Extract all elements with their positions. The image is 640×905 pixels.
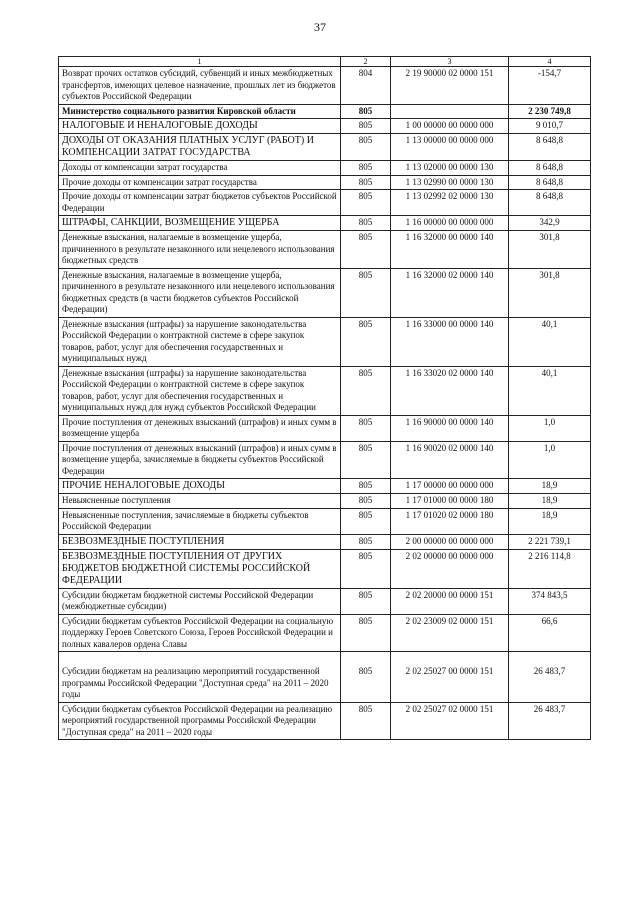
row-admin-code-cell: 805 xyxy=(341,494,391,509)
row-budget-code-cell: 1 16 00000 00 0000 000 xyxy=(391,216,509,231)
revenue-table-body xyxy=(59,57,591,740)
row-name-cell: Субсидии бюджетам на реализацию мероприятий государственной программы Российской Федерации "Доступная среда" на 2011 – 2020 годы xyxy=(59,652,341,703)
row-name-cell: Возврат прочих остатков субсидий, субвенций и иных межбюджетных трансфертов, имеющих целевое назначение, прошлых лет из бюджетов субъектов Российской Федерации xyxy=(59,67,341,105)
row-amount-cell: 40,1 xyxy=(509,317,591,366)
row-admin-code-cell: 805 xyxy=(341,652,391,703)
row-amount-cell: 2 216 114,8 xyxy=(509,549,591,588)
row-name-cell: БЕЗВОЗМЕЗДНЫЕ ПОСТУПЛЕНИЯ ОТ ДРУГИХ БЮДЖЕТОВ БЮДЖЕТНОЙ СИСТЕМЫ РОССИЙСКОЙ ФЕДЕРАЦИИ xyxy=(59,549,341,588)
row-name-cell: Субсидии бюджетам бюджетной системы Российской Федерации (межбюджетные субсидии) xyxy=(59,588,341,614)
row-amount-cell: 301,8 xyxy=(509,268,591,317)
row-amount-cell: 8 648,8 xyxy=(509,161,591,176)
row-name-cell: Субсидии бюджетам субъектов Российской Федерации на социальную поддержку Героев Советского Союза, Героев Российской Федерации и полных кавалеров ордена Славы xyxy=(59,614,341,652)
row-amount-cell: 9 010,7 xyxy=(509,119,591,134)
row-admin-code-cell: 805 xyxy=(341,415,391,441)
row-admin-code-cell: 805 xyxy=(341,479,391,494)
table-row xyxy=(59,175,591,190)
row-amount-cell: 18,9 xyxy=(509,508,591,534)
row-admin-code-cell: 805 xyxy=(341,614,391,652)
row-admin-code-cell: 805 xyxy=(341,508,391,534)
column-header-1: 1 xyxy=(59,57,341,67)
table-row xyxy=(59,702,591,740)
row-budget-code-cell: 1 13 02990 00 0000 130 xyxy=(391,175,509,190)
row-name-cell: Прочие поступления от денежных взысканий (штрафов) и иных сумм в возмещение ущерба, зачисляемые в бюджеты субъектов Российской Федерации xyxy=(59,441,341,479)
row-admin-code-cell: 805 xyxy=(341,268,391,317)
row-name-cell: Прочие доходы от компенсации затрат бюджетов субъектов Российской Федерации xyxy=(59,190,341,216)
row-budget-code-cell: 1 16 32000 00 0000 140 xyxy=(391,231,509,269)
row-budget-code-cell xyxy=(391,104,509,119)
table-row xyxy=(59,479,591,494)
row-admin-code-cell: 805 xyxy=(341,702,391,740)
row-budget-code-cell: 1 13 02992 02 0000 130 xyxy=(391,190,509,216)
table-row xyxy=(59,190,591,216)
row-budget-code-cell: 1 13 02000 00 0000 130 xyxy=(391,161,509,176)
row-budget-code-cell: 2 02 25027 00 0000 151 xyxy=(391,652,509,703)
row-budget-code-cell: 1 16 32000 02 0000 140 xyxy=(391,268,509,317)
row-budget-code-cell: 1 00 00000 00 0000 000 xyxy=(391,119,509,134)
row-amount-cell: 18,9 xyxy=(509,494,591,509)
row-budget-code-cell: 2 02 00000 00 0000 000 xyxy=(391,549,509,588)
row-amount-cell: 40,1 xyxy=(509,366,591,415)
row-amount-cell: 26 483,7 xyxy=(509,702,591,740)
row-amount-cell: 2 221 739,1 xyxy=(509,534,591,549)
row-amount-cell: 301,8 xyxy=(509,231,591,269)
table-row xyxy=(59,415,591,441)
table-row xyxy=(59,614,591,652)
table-row xyxy=(59,231,591,269)
row-name-cell: Невыясненные поступления xyxy=(59,494,341,509)
row-name-cell: Денежные взыскания, налагаемые в возмещение ущерба, причиненного в результате незаконного или нецелевого использования бюджетных средств (в части бюджетов субъектов Российской Федерации) xyxy=(59,268,341,317)
table-row xyxy=(59,508,591,534)
row-name-cell: Невыясненные поступления, зачисляемые в бюджеты субъектов Российской Федерации xyxy=(59,508,341,534)
row-amount-cell: 8 648,8 xyxy=(509,190,591,216)
table-row xyxy=(59,104,591,119)
row-admin-code-cell: 805 xyxy=(341,161,391,176)
table-row xyxy=(59,441,591,479)
row-admin-code-cell: 805 xyxy=(341,190,391,216)
row-budget-code-cell: 1 16 90020 02 0000 140 xyxy=(391,441,509,479)
row-amount-cell: 18,9 xyxy=(509,479,591,494)
column-header-4: 4 xyxy=(509,57,591,67)
table-row xyxy=(59,588,591,614)
row-name-cell: ДОХОДЫ ОТ ОКАЗАНИЯ ПЛАТНЫХ УСЛУГ (РАБОТ) И КОМПЕНСАЦИИ ЗАТРАТ ГОСУДАРСТВА xyxy=(59,134,341,161)
row-name-cell: Денежные взыскания (штрафы) за нарушение законодательства Российской Федерации о контрактной системе в сфере закупок товаров, работ, услуг для обеспечения государственных и муниципальных нужд xyxy=(59,317,341,366)
row-budget-code-cell: 2 02 20000 00 0000 151 xyxy=(391,588,509,614)
row-name-cell: Прочие поступления от денежных взысканий (штрафов) и иных сумм в возмещение ущерба xyxy=(59,415,341,441)
row-amount-cell: 1,0 xyxy=(509,415,591,441)
row-name-cell: БЕЗВОЗМЕЗДНЫЕ ПОСТУПЛЕНИЯ xyxy=(59,534,341,549)
row-admin-code-cell: 805 xyxy=(341,549,391,588)
row-name-cell: Министерство социального развития Кировской области xyxy=(59,104,341,119)
row-amount-cell: 2 230 749,8 xyxy=(509,104,591,119)
row-admin-code-cell: 805 xyxy=(341,104,391,119)
table-row xyxy=(59,67,591,105)
row-name-cell: НАЛОГОВЫЕ И НЕНАЛОГОВЫЕ ДОХОДЫ xyxy=(59,119,341,134)
row-amount-cell: 26 483,7 xyxy=(509,652,591,703)
table-row xyxy=(59,317,591,366)
row-name-cell: Денежные взыскания (штрафы) за нарушение законодательства Российской Федерации о контрактной системе в сфере закупок товаров, работ, услуг для обеспечения государственных и муниципальных нужд для нужд субъектов Российской Федерации xyxy=(59,366,341,415)
table-row xyxy=(59,268,591,317)
row-admin-code-cell: 804 xyxy=(341,67,391,105)
row-budget-code-cell: 1 17 01020 02 0000 180 xyxy=(391,508,509,534)
row-admin-code-cell: 805 xyxy=(341,588,391,614)
row-name-cell: Прочие доходы от компенсации затрат государства xyxy=(59,175,341,190)
table-row xyxy=(59,366,591,415)
row-budget-code-cell: 1 13 00000 00 0000 000 xyxy=(391,134,509,161)
table-row xyxy=(59,216,591,231)
table-row xyxy=(59,652,591,703)
row-name-cell: ШТРАФЫ, САНКЦИИ, ВОЗМЕЩЕНИЕ УЩЕРБА xyxy=(59,216,341,231)
row-budget-code-cell: 1 17 00000 00 0000 000 xyxy=(391,479,509,494)
row-budget-code-cell: 2 02 23009 02 0000 151 xyxy=(391,614,509,652)
column-header-2: 2 xyxy=(341,57,391,67)
row-budget-code-cell: 2 02 25027 02 0000 151 xyxy=(391,702,509,740)
row-admin-code-cell: 805 xyxy=(341,317,391,366)
row-budget-code-cell: 2 00 00000 00 0000 000 xyxy=(391,534,509,549)
table-row xyxy=(59,534,591,549)
table-header-row xyxy=(59,57,591,67)
row-admin-code-cell: 805 xyxy=(341,231,391,269)
row-admin-code-cell: 805 xyxy=(341,119,391,134)
row-name-cell: Субсидии бюджетам субъектов Российской Федерации на реализацию мероприятий государственной программы Российской Федерации "Доступная среда" на 2011 – 2020 годы xyxy=(59,702,341,740)
table-row xyxy=(59,119,591,134)
row-admin-code-cell: 805 xyxy=(341,175,391,190)
row-admin-code-cell: 805 xyxy=(341,534,391,549)
row-amount-cell: 374 843,5 xyxy=(509,588,591,614)
table-row xyxy=(59,134,591,161)
row-budget-code-cell: 1 16 33020 02 0000 140 xyxy=(391,366,509,415)
row-admin-code-cell: 805 xyxy=(341,366,391,415)
row-amount-cell: 8 648,8 xyxy=(509,134,591,161)
row-amount-cell: 1,0 xyxy=(509,441,591,479)
row-amount-cell: -154,7 xyxy=(509,67,591,105)
row-budget-code-cell: 1 16 33000 00 0000 140 xyxy=(391,317,509,366)
row-amount-cell: 8 648,8 xyxy=(509,175,591,190)
row-admin-code-cell: 805 xyxy=(341,216,391,231)
row-amount-cell: 342,9 xyxy=(509,216,591,231)
table-row xyxy=(59,494,591,509)
row-budget-code-cell: 2 19 90000 02 0000 151 xyxy=(391,67,509,105)
revenue-table xyxy=(58,56,591,740)
table-row xyxy=(59,161,591,176)
row-admin-code-cell: 805 xyxy=(341,134,391,161)
row-name-cell: Доходы от компенсации затрат государства xyxy=(59,161,341,176)
table-row xyxy=(59,549,591,588)
row-amount-cell: 66,6 xyxy=(509,614,591,652)
row-budget-code-cell: 1 17 01000 00 0000 180 xyxy=(391,494,509,509)
row-name-cell: ПРОЧИЕ НЕНАЛОГОВЫЕ ДОХОДЫ xyxy=(59,479,341,494)
page-number: 37 xyxy=(314,20,326,34)
row-name-cell: Денежные взыскания, налагаемые в возмещение ущерба, причиненного в результате незаконного или нецелевого использования бюджетных средств xyxy=(59,231,341,269)
row-budget-code-cell: 1 16 90000 00 0000 140 xyxy=(391,415,509,441)
row-admin-code-cell: 805 xyxy=(341,441,391,479)
column-header-3: 3 xyxy=(391,57,509,67)
